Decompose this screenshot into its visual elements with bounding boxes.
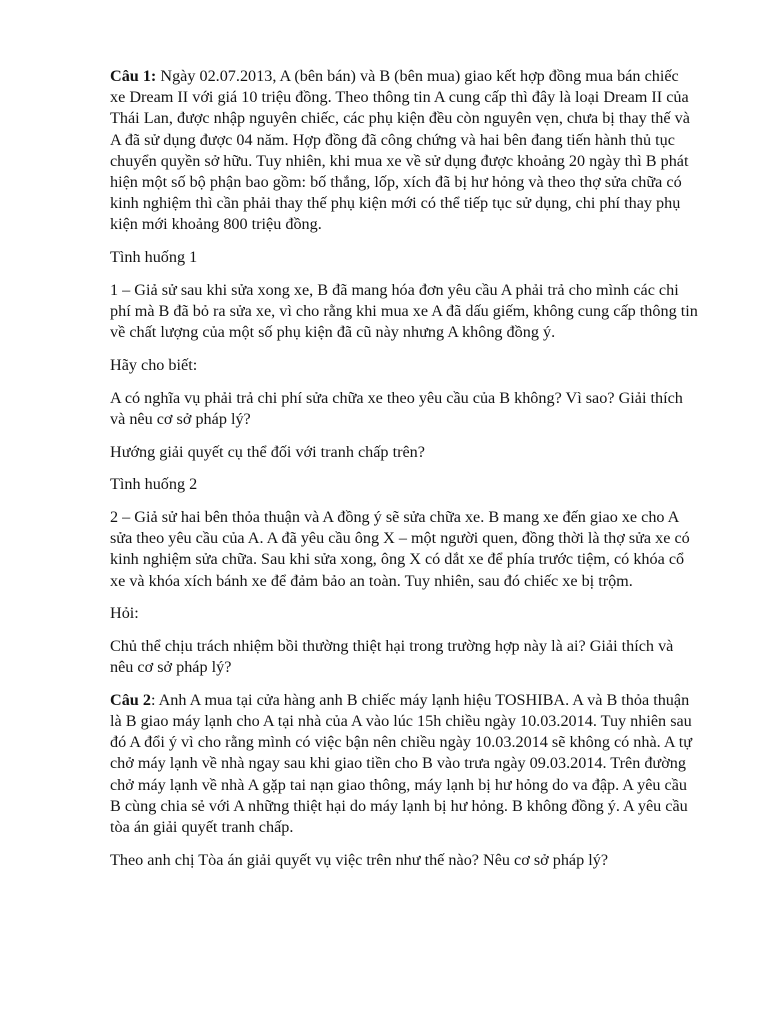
situation-2-text: 2 – Giả sử hai bên thỏa thuận và A đồng ý sẽ sửa chữa xe. B mang xe đến giao xe cho A sửa theo yêu cầu của A. A đã yêu cầu ông X – một người quen, đồng thời là thợ sửa xe có kinh nghiệm sửa chữa. Sau khi sửa xong, ông X có dắt xe để phía trước tiệm, có khóa cổ xe và khóa xích bánh xe để đảm bảo an toàn. Tuy nhiên, sau đó chiếc xe bị trộm. [110, 507, 690, 590]
ask-2-heading: Hỏi: [110, 604, 139, 623]
question-1-label: Câu 1: [110, 67, 157, 85]
ask-1-heading: Hãy cho biết: [110, 355, 198, 374]
question-2-paragraph [110, 690, 698, 838]
question-2-label: Câu 2 [110, 690, 151, 709]
question-2-text: : Anh A mua tại cửa hàng anh B chiếc máy lạnh hiệu TOSHIBA. A và B thỏa thuận là B giao máy lạnh cho A tại nhà của A vào lúc 15h chiều ngày 10.03.2014. Tuy nhiên sau đó A đổi ý vì cho rằng mình có việc bận nên chiều ngày 10.03.2014 sẽ không có nhà. A tự chở máy lạnh về nhà ngay sau khi giao tiền cho B vào trưa ngày 09.03.2014. Trên đường chở máy lạnh về nhà A gặp tai nạn giao thông, máy lạnh bị hư hỏng do va đập. A yêu cầu B cùng chia sẻ với A những thiệt hại do máy lạnh bị hư hỏng. B không đồng ý. A yêu cầu tòa án giải quyết tranh chấp. [110, 690, 692, 837]
situation-1-text: 1 – Giả sử sau khi sửa xong xe, B đã mang hóa đơn yêu cầu A phải trả cho mình các chi phí mà B đã bỏ ra sửa xe, vì cho rằng khi mua xe A đã dấu giếm, không cung cấp thông tin về chất lượng của một số phụ kiện đã cũ này nhưng A không đồng ý. [110, 280, 698, 342]
question-1-text: Ngày 02.07.2013, A (bên bán) và B (bên mua) giao kết hợp đồng mua bán chiếc xe Dream II với giá 10 triệu đồng. Theo thông tin A cung cấp thì đây là loại Dream II của Thái Lan, được nhập nguyên chiếc, các phụ kiện đều còn nguyên vẹn, chưa bị thay thế và A đã sử dụng được 04 năm. Hợp đồng đã công chứng và hai bên đang tiến hành thủ tục chuyển quyền sở hữu. Tuy nhiên, khi mua xe về sử dụng được khoảng 20 ngày thì B phát hiện một số bộ phận bao gồm: bố thắng, lốp, xích đã bị hư hỏng và theo thợ sửa chữa có kinh nghiệm thì cần phải thay thế phụ kiện mới có thể tiếp tục sử dụng, chi phí thay phụ kiện mới khoảng 800 triệu đồng. [110, 67, 690, 234]
question-1b: Hướng giải quyết cụ thể đối với tranh chấp trên? [110, 442, 425, 461]
question-3: Theo anh chị Tòa án giải quyết vụ việc trên như thế nào? Nêu cơ sở pháp lý? [110, 850, 609, 869]
question-2: Chủ thể chịu trách nhiệm bồi thường thiệt hại trong trường hợp này là ai? Giải thích và nêu cơ sở pháp lý? [110, 636, 674, 677]
question-1-paragraph [110, 66, 698, 236]
situation-1-title: Tình huống 1 [110, 248, 198, 267]
situation-2-title: Tình huống 2 [110, 475, 198, 494]
question-1a: A có nghĩa vụ phải trả chi phí sửa chữa xe theo yêu cầu của B không? Vì sao? Giải thích và nêu cơ sở pháp lý? [110, 388, 683, 428]
document-page [110, 66, 698, 883]
